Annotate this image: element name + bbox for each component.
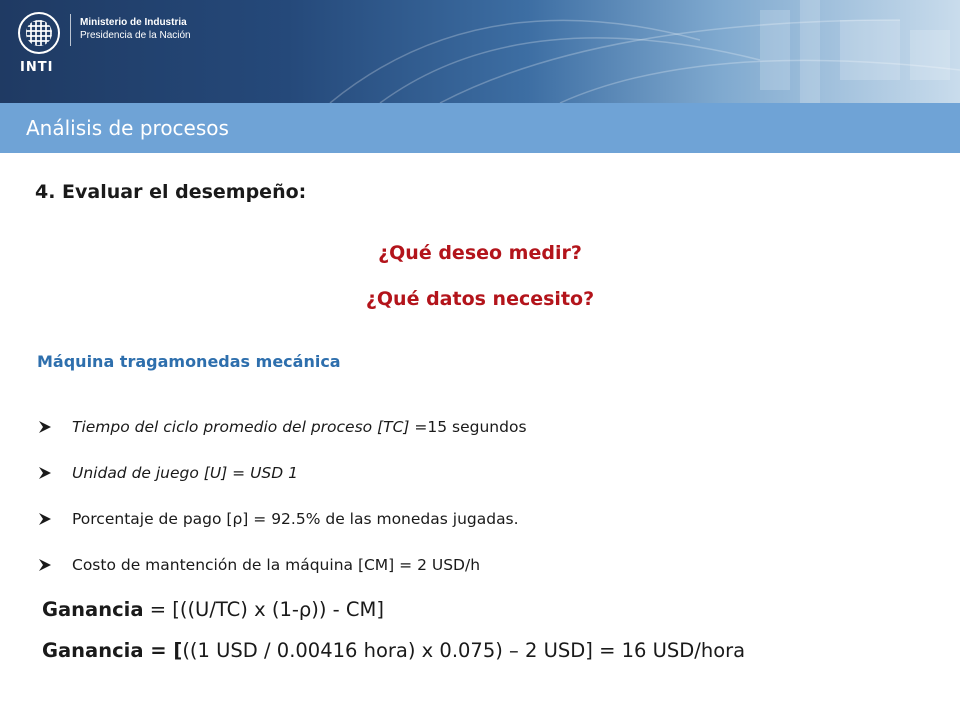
machine-subheading: Máquina tragamonedas mecánica <box>37 352 341 371</box>
ministry-label <box>80 16 191 42</box>
arrow-bullet-icon <box>38 420 72 434</box>
formula-2-label: Ganancia = [ <box>42 639 183 662</box>
bullet-item-cycle-time <box>38 404 527 450</box>
bullet-item-payout <box>38 496 527 542</box>
formula-1-expression: = [((U/TC) x (1-ρ)) - CM] <box>143 598 384 621</box>
ministry-line-1: Ministerio de Industria <box>80 17 187 28</box>
question-1: ¿Qué deseo medir? <box>378 242 582 264</box>
title-bar <box>0 103 960 153</box>
bullet-text-normal: Porcentaje de pago [ρ] = 92.5% de las monedas jugadas. <box>72 510 519 528</box>
ministry-line-2: Presidencia de la Nación <box>80 30 191 41</box>
arrow-bullet-icon <box>38 512 72 526</box>
bullet-item-maintenance <box>38 542 527 588</box>
formula-line-1 <box>42 598 384 621</box>
bullet-list <box>38 404 527 588</box>
bullet-text-italic: Tiempo del ciclo promedio del proceso [TC] = <box>72 418 428 436</box>
inti-logo-icon <box>18 12 60 54</box>
section-title: 4. Evaluar el desempeño: <box>35 181 307 203</box>
question-2: ¿Qué datos necesito? <box>365 288 595 310</box>
formula-1-label: Ganancia <box>42 598 144 621</box>
formula-2-expression: ((1 USD / 0.00416 hora) x 0.075) – 2 USD] = 16 USD/hora <box>182 639 746 662</box>
header-banner <box>0 0 960 103</box>
bullet-text-normal: 15 segundos <box>427 418 527 436</box>
bullet-item-game-unit <box>38 450 527 496</box>
bullet-text-italic: Unidad de juego [U] = USD 1 <box>72 464 298 482</box>
arrow-bullet-icon <box>38 466 72 480</box>
formula-line-2 <box>42 639 745 662</box>
slide-title: Análisis de procesos <box>26 116 229 140</box>
arrow-bullet-icon <box>38 558 72 572</box>
bullet-text-normal: Costo de mantención de la máquina [CM] = 2 USD/h <box>72 556 481 574</box>
header-divider <box>70 14 71 46</box>
logo-text: INTI <box>20 60 54 75</box>
